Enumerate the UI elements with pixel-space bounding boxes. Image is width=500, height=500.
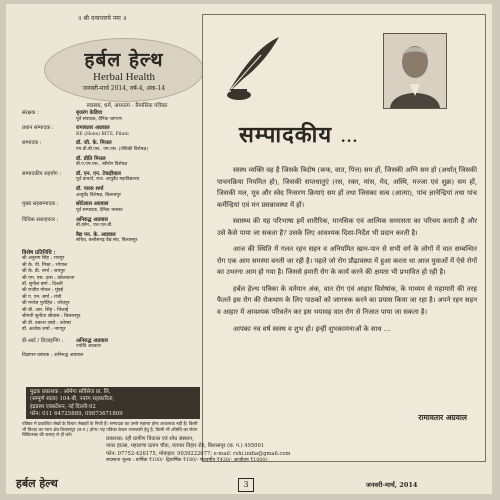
footer-issue: जनवरी-मार्च, 2014 (366, 481, 418, 489)
staff-row: विधिक सलाहकार : अनिरुद्ध अग्रवाल बी.कॉम., एल.एल.बी. (22, 216, 113, 229)
masthead-oval (44, 38, 204, 102)
staff-row: डॉ. पारस शर्मा आयुर्वेद विशेषज्ञ, बिलासपुर (76, 186, 121, 198)
staff-row: डॉ. प्रीति मित्तल बी.ए.एम.एस., स्त्रीरोग विशेषज्ञ (76, 155, 128, 168)
staff-row: संरक्षक : बृजरंग केडिया पूर्व संपादक, दैनिक जागरण (22, 110, 122, 122)
editor-photo (383, 33, 447, 109)
staff-row: सम्पादक : डॉ. जी. के. मित्तल एम.बी.बी.एस., एम.एस. (जैविकी विशेषज्ञ) (22, 140, 149, 152)
design-credit: डी-आर्ट / डिज़ाइनिंग : अनिरुद्ध अग्रवाल ज्योति अग्रवाल (22, 337, 108, 350)
editor-signature: रामावतार अग्रवाल (418, 413, 467, 422)
masthead-tagline: स्वास्थ्य, धर्म, अध्यात्म - त्रैमासिक पत्रिका (86, 103, 168, 109)
representative-item: श्रीमती सुनीता श्रीवास : बिलासपुर (22, 314, 81, 320)
footer-title: हर्बल हेल्थ (16, 477, 58, 490)
subscription-pricing: सदस्यता शुल्क : वार्षिक ₹100/- द्विवार्षिक ₹180/- पंचवर्षीय ₹430/- आजीवन ₹1000/- (106, 457, 269, 463)
page-footer (6, 474, 492, 494)
left-column (12, 4, 198, 460)
representative-item: डॉ. सुनील बर्मा : दिल्ली (22, 281, 63, 287)
editorial-paragraph: स्वास्थ्य की यह परिभाषा हमें शारीरिक, मानसिक एवं आत्मिक समरसता का परिचय कराती है और उसे कैसे पाया जा सकता है? उसके लिए आवश्यक दिशा-निर्देश भी प्रदान करती है। (217, 217, 477, 237)
editorial-title: सम्पादकीय ... (239, 122, 359, 148)
disclaimer-notice: पत्रिका में प्रकाशित लेखों के विचार लेखकों के निजी हैं। सम्पादक का उनसे सहमत होना आवश्यक नहीं है। किसी भी विवाद का न्याय क्षेत्र बिलासपुर (छ.ग.) होगा। यह पत्रिका केवल जानकारी हेतु है, किसी भी औषधि का सेवन चिकित्सक की सलाह से ही करें। (22, 422, 198, 439)
staff-row: मुख्य सहसम्पादक : छोटेलाल अग्रवाल पूर्व सम्पादक, दैनिक भास्कर (22, 201, 123, 213)
representative-item: श्री ए. एन. बर्मा : रांची (22, 294, 62, 300)
publisher-box: मुद्रक प्रकाशक : ओमेगा सर्विसेज प्रा. लि. (सम्पूर्ण स्वत्व) 104-बी, नवरंग सहकारिता, इंद्रप्रस्थ एक्सटेंशन, नई दिल्ली-92 फोन: 011 64725889, 09873671809 (26, 387, 200, 419)
editorial-body (217, 165, 477, 340)
editorial-paragraph: स्वस्थ व्यक्ति वह है जिसके त्रिदोष (कफ, वात, पित्त) सम हों, जिसकी अग्नि सम हो (अर्थात् जिसकी पाचनक्रिया नियमित हो), जिसकी सप्तधातुएं (रस, रक्त, मांस, मेद, अस्थि, मज्जा एवं शुक्र) सम हों, जिसकी मल, मूत्र और स्वेद निःसरण क्रियाएं सम हों तथा जिसका सत्व (आत्मा), पांच ज्ञानेन्द्रियां तथा पांच कर्मेन्द्रियां एवं मन प्रसन्नावस्था में हों। (217, 166, 477, 209)
blessing-line: ॥ श्री धन्वन्तरये नमः ॥ (77, 15, 127, 22)
representative-item: श्री राजीव गोयल : मुंबई (22, 288, 63, 294)
representative-item: श्री के. डी. शर्मा : जयपुर (22, 269, 65, 275)
masthead-title-hindi: हर्बल हेल्थ (84, 49, 164, 71)
publisher-address: प्रकाशक: रही ग्रामीण विकास एवं शोध संस्थान, पावर हाउस, महाराणा प्रताप चौक, व्यापार विहार रोड, बिलासपुर (छ. ग.) 495001 फोन: 07752-426175, मोबाइल: 9039222677; e-mail: rshi.india@gmail.com सदस्यता शुल्क : वार्षिक ₹100/- द्विवार्षिक ₹180/- पंचवर्षीय ₹430/- आजीवन ₹1000/- (106, 436, 406, 465)
staff-row: सम्पादकीय सहयोग : डॉ. एन. एन. टेकड़ीवाल पूर्व प्राचार्य, राज. आयुर्वेद महाविद्यालय (22, 170, 140, 183)
quill-inkpot-icon (221, 33, 283, 103)
editorial-paragraph: आज की स्थिति में गलत रहन सहन व अनियमित खान-पान से सभी वर्ग के लोगों में वात सम्बन्धित रोग एक आम समस्या बनती जा रही है। पहले जो रोग प्रौढ़ावस्था में हुआ करता था आज युवाओं में ऐसे रोगों का उभरना आम हो गया है। जिससे हमारी रोग के कार्य करने की क्षमता भी प्रभावित हो रही है। (217, 245, 477, 277)
representatives-title: विशेष प्रतिनिधि : (22, 250, 56, 257)
masthead-title-english: Herbal Health (93, 71, 155, 83)
representative-item: श्री एम. एस. दास : कोलकाता (22, 275, 75, 281)
staff-row: प्रधान सम्पादक : रामावतार अग्रवाल BE (Hons) BITS, Pilani (22, 125, 129, 137)
editorial-paragraph: आपका नव वर्ष स्वस्थ व शुभ हो। इन्हीं शुभकामनाओं के साथ ... (233, 324, 391, 333)
editorial-paragraph: हर्बल हेल्थ पत्रिका के वर्तमान अंक, वात रोग एवं आहार विशेषांक, के माध्यम से महामारी की तरह फैलते इस रोग की रोकथाम के लिए पाठकों को जागरुक करने का प्रयास किया जा रहा है। अपने रहन सहन व आहार में आवश्यक परिवर्तन कर इस भयावह वात रोग से निजात पाया जा सकता है। (217, 284, 477, 317)
masthead-issue: जनवरी-मार्च 2014, वर्ष-4, अंक-14 (82, 85, 166, 92)
portrait-icon (384, 34, 446, 108)
page-number: 3 (238, 478, 254, 492)
magazine-page (6, 4, 492, 494)
representative-item: श्री मनोज पुरोहित : जोधपुर (22, 301, 70, 307)
ad-manager: विज्ञापन प्रबंधक : अनिरुद्ध अग्रवाल (22, 352, 84, 358)
representative-item: श्री डी. प्रकाश एडवे : कोरबा (22, 320, 71, 326)
editorial-panel (202, 14, 486, 462)
staff-list (22, 110, 202, 359)
representative-item: श्री अनुराग सिंह : रायपुर (22, 256, 65, 262)
staff-row: वैद्य पन. के. अग्रवाल सचिव, छत्तीसगढ़ वैद्य संघ, बिलासपुर (76, 231, 138, 244)
representative-item: श्री के. पी. मिश्रा : भोपाल (22, 262, 68, 268)
representative-item: डॉ. अशोक शर्मा : नागपुर (22, 327, 66, 333)
representative-item: श्री बी. आर. सिंह : भिलाई (22, 307, 69, 313)
